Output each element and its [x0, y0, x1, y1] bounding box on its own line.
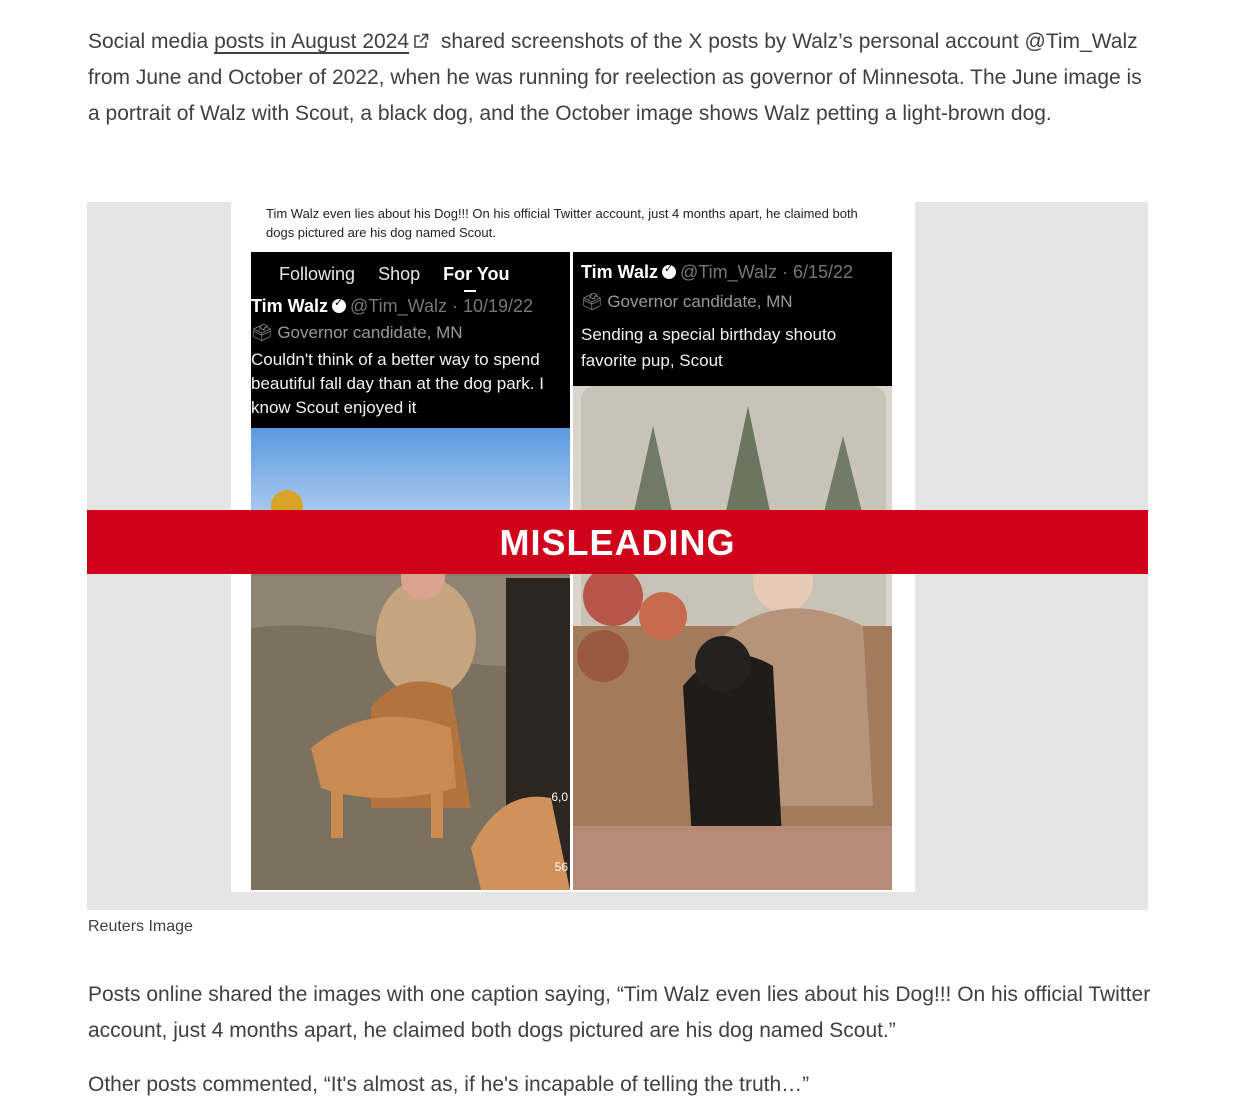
ballot-box-icon: 🗳: [581, 292, 603, 311]
left-author-name: Tim Walz: [251, 296, 329, 316]
misleading-banner: [87, 510, 1148, 574]
right-post-text: [581, 322, 836, 374]
ballot-box-icon: 🗳: [251, 323, 273, 342]
right-post-author: [581, 262, 853, 283]
figure-caption: Reuters Image: [88, 918, 193, 935]
walz-petting-brown-dog-photo: [251, 428, 570, 890]
like-count: 6,0: [551, 790, 568, 804]
verified-badge-icon: [662, 265, 676, 279]
right-post-subtitle: [581, 292, 793, 312]
left-subtitle-text: Governor candidate, MN: [277, 323, 463, 342]
left-text-line-3: know Scout enjoyed it: [251, 398, 417, 417]
posts-august-2024-link[interactable]: posts in August 2024: [214, 30, 410, 53]
screenshot-caption: Tim Walz even lies about his Dog!!! On his official Twitter account, just 4 months apart, he claimed both dogs pictured are his dog named Scout.: [266, 206, 858, 240]
left-post-subtitle: [251, 323, 463, 343]
left-text-line-1: Couldn't think of a better way to spend: [251, 350, 540, 369]
x-feed-tabs: [279, 264, 527, 285]
comment-count: 56: [554, 860, 568, 874]
right-handle-date: @Tim_Walz · 6/15/22: [680, 262, 854, 282]
right-post-header: [573, 252, 892, 386]
misleading-label: MISLEADING: [499, 522, 736, 563]
right-author-name: Tim Walz: [581, 262, 659, 282]
side-counts: [551, 762, 568, 972]
tab-for-you: For You: [443, 264, 510, 284]
para1-text-before: Social media: [88, 30, 215, 53]
left-post-text: [251, 348, 544, 420]
external-link-icon[interactable]: [413, 33, 429, 49]
right-text-line-2: favorite pup, Scout: [581, 351, 723, 370]
article-paragraph-1: [88, 24, 1153, 132]
right-subtitle-text: Governor candidate, MN: [607, 292, 793, 311]
left-handle-date: @Tim_Walz · 10/19/22: [350, 296, 534, 316]
right-text-line-1: Sending a special birthday shouto: [581, 325, 837, 344]
walz-with-black-dog-scout-photo: [573, 386, 892, 890]
tab-following: Following: [279, 264, 356, 284]
share-count: 17: [554, 930, 568, 944]
left-post-author: [251, 296, 533, 317]
left-text-line-2: beautiful fall day than at the dog park. I: [251, 374, 544, 393]
verified-badge-icon: [332, 299, 346, 313]
para1-text-after: shared screenshots of the X posts by Walz’s personal account @Tim_Walz from June and October of 2022, when he was running for reelection as governor of Minnesota. The June image is a portrait of Walz with Scout, a black dog, and the October image shows Walz petting a light-brown dog.: [88, 30, 1142, 125]
article-paragraph-2: Posts online shared the images with one caption saying, “Tim Walz even lies about his Dog!!! On his official Twitter account, just 4 months apart, he claimed both dogs pictured are his dog named Scout.”: [88, 983, 1151, 1042]
tab-shop: Shop: [378, 264, 421, 284]
article-paragraph-3: Other posts commented, “It's almost as, if he's incapable of telling the truth…”: [88, 1073, 810, 1096]
